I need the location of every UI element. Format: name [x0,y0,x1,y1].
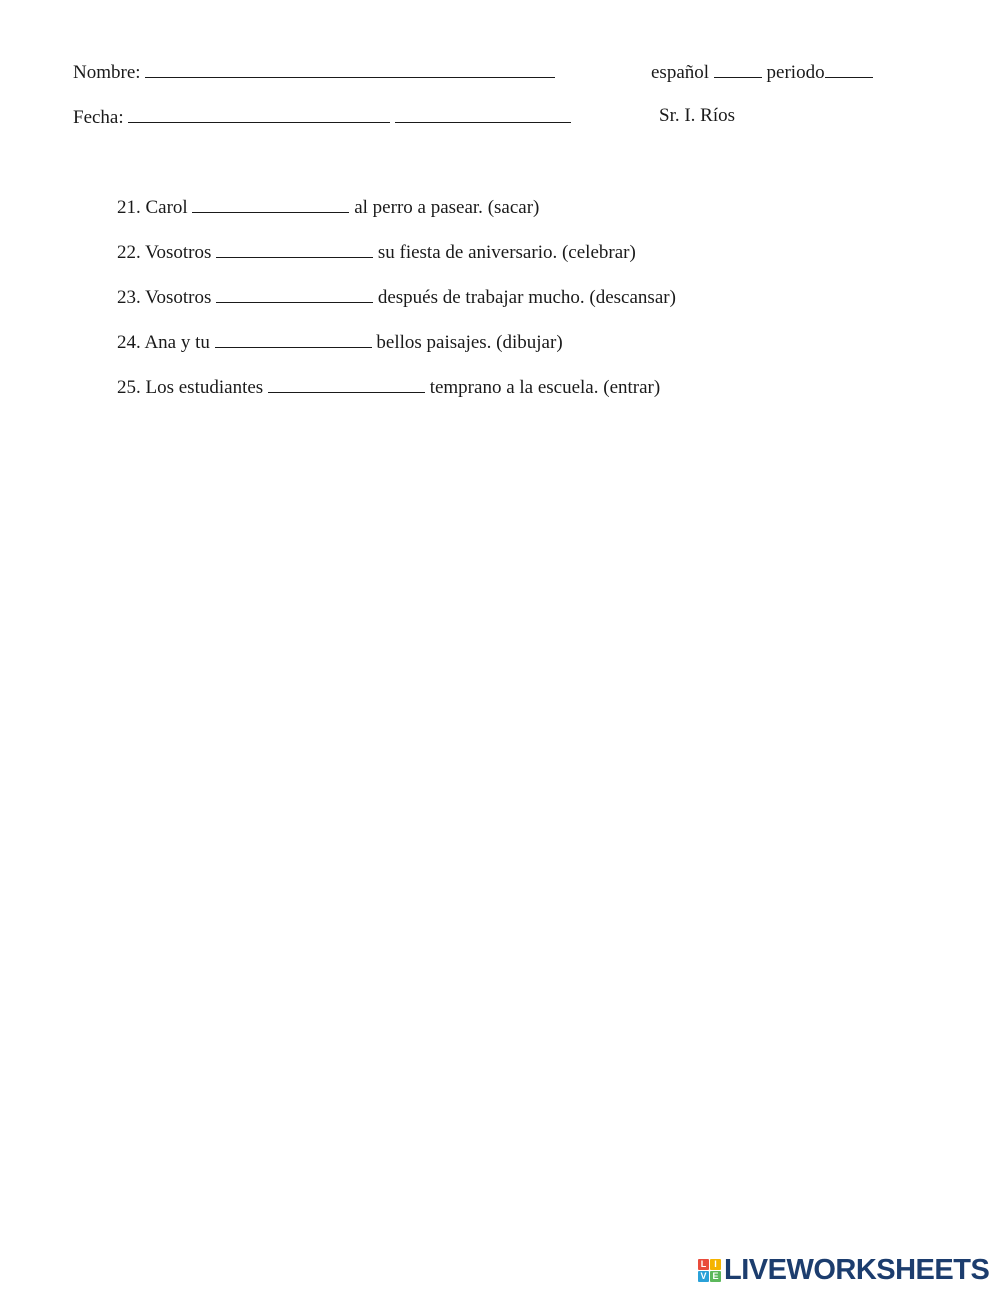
periodo-blank[interactable] [825,60,873,78]
fecha-label: Fecha: [73,107,124,128]
answer-blank-21[interactable] [192,195,349,213]
item-subject: Los estudiantes [145,377,264,398]
answer-blank-24[interactable] [215,330,372,348]
fecha-row [73,105,571,129]
exercise-item-22 [117,240,636,264]
item-number: 23. [117,287,141,308]
item-number: 25. [117,377,141,398]
item-rest: bellos paisajes. [376,332,492,353]
answer-blank-23[interactable] [216,285,373,303]
item-verb: (entrar) [603,377,661,398]
nombre-blank[interactable] [145,60,555,78]
item-number: 21. [117,197,141,218]
logo-cell-l: L [698,1259,709,1270]
answer-blank-22[interactable] [216,240,373,258]
item-rest: después de trabajar mucho. [377,287,585,308]
fecha-blank-1[interactable] [128,105,390,123]
item-subject: Vosotros [145,242,212,263]
liveworksheets-logo [698,1254,989,1286]
logo-cell-v: V [698,1271,709,1282]
espanol-blank[interactable] [714,60,762,78]
item-verb: (sacar) [487,197,540,218]
logo-grid-icon [698,1259,721,1282]
exercise-item-24 [117,330,563,354]
exercise-item-21 [117,195,539,219]
item-verb: (celebrar) [561,242,636,263]
exercise-item-23 [117,285,676,309]
answer-blank-25[interactable] [268,375,425,393]
item-subject: Vosotros [145,287,212,308]
item-rest: su fiesta de aniversario. [377,242,558,263]
fecha-blank-2[interactable] [395,105,571,123]
exercise-item-25 [117,375,660,399]
logo-cell-e: E [710,1271,721,1282]
teacher-name: Sr. I. Ríos [659,105,736,126]
periodo-label: periodo [766,62,825,83]
item-subject: Carol [145,197,188,218]
espanol-row [651,60,873,84]
item-number: 22. [117,242,141,263]
item-subject: Ana y tu [144,332,210,353]
nombre-label: Nombre: [73,62,141,83]
item-rest: temprano a la escuela. [429,377,599,398]
logo-cell-i: I [710,1259,721,1270]
item-verb: (dibujar) [496,332,563,353]
item-number: 24. [117,332,141,353]
espanol-label: español [651,62,710,83]
item-verb: (descansar) [589,287,676,308]
nombre-row [73,60,555,84]
item-rest: al perro a pasear. [354,197,483,218]
logo-text: LIVEWORKSHEETS [724,1254,990,1286]
